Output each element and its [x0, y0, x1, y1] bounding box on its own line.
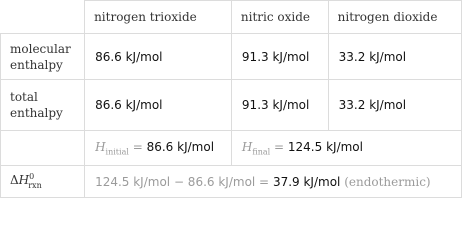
- row-label-molecular-enthalpy: [1, 34, 85, 80]
- table-row: [1, 34, 462, 80]
- enthalpy-symbol: H: [18, 173, 30, 188]
- final-value: 124.5 kJ/mol: [287, 139, 363, 154]
- final-enthalpy-cell: [231, 131, 461, 166]
- reaction-enthalpy-value-cell: [85, 166, 462, 198]
- initial-enthalpy-cell: [85, 131, 232, 166]
- value-cell: 86.6 kJ/mol: [85, 34, 232, 80]
- column-header-nitrogen-dioxide: nitrogen dioxide: [328, 1, 461, 34]
- row-label-line: molecular: [10, 41, 71, 56]
- reaction-note: (endothermic): [340, 174, 431, 189]
- value-cell: 33.2 kJ/mol: [328, 34, 461, 80]
- table-row: [1, 80, 462, 131]
- initial-subscript: initial: [105, 147, 129, 157]
- reaction-enthalpy-label: [1, 166, 85, 198]
- reaction-result: 37.9 kJ/mol: [272, 174, 341, 189]
- initial-symbol: H: [95, 139, 106, 154]
- row-label-line: enthalpy: [10, 57, 63, 72]
- standard-superscript: 0: [29, 172, 35, 182]
- delta-symbol: Δ: [10, 173, 19, 188]
- column-header-nitrogen-trioxide: nitrogen trioxide: [85, 1, 232, 34]
- final-symbol: H: [241, 139, 253, 154]
- initial-value: 86.6 kJ/mol: [146, 139, 215, 154]
- value-cell: 91.3 kJ/mol: [231, 80, 328, 131]
- rxn-subscript: rxn: [28, 180, 42, 190]
- empty-label-cell: [1, 131, 85, 166]
- value-cell: 33.2 kJ/mol: [328, 80, 461, 131]
- equals-sign: =: [128, 139, 147, 154]
- final-subscript: final: [252, 147, 271, 157]
- row-label-line: enthalpy: [10, 106, 63, 120]
- corner-cell: [1, 1, 85, 34]
- reaction-enthalpy-row: [1, 166, 462, 198]
- header-row: [1, 1, 462, 34]
- row-label-line: total: [10, 90, 38, 104]
- equals-sign: =: [270, 139, 288, 154]
- value-cell: 91.3 kJ/mol: [231, 34, 328, 80]
- row-label-total-enthalpy: [1, 80, 85, 131]
- initial-final-row: [1, 131, 462, 166]
- reaction-expression: 124.5 kJ/mol − 86.6 kJ/mol =: [95, 174, 273, 189]
- column-header-nitric-oxide: nitric oxide: [231, 1, 328, 34]
- value-cell: 86.6 kJ/mol: [85, 80, 232, 131]
